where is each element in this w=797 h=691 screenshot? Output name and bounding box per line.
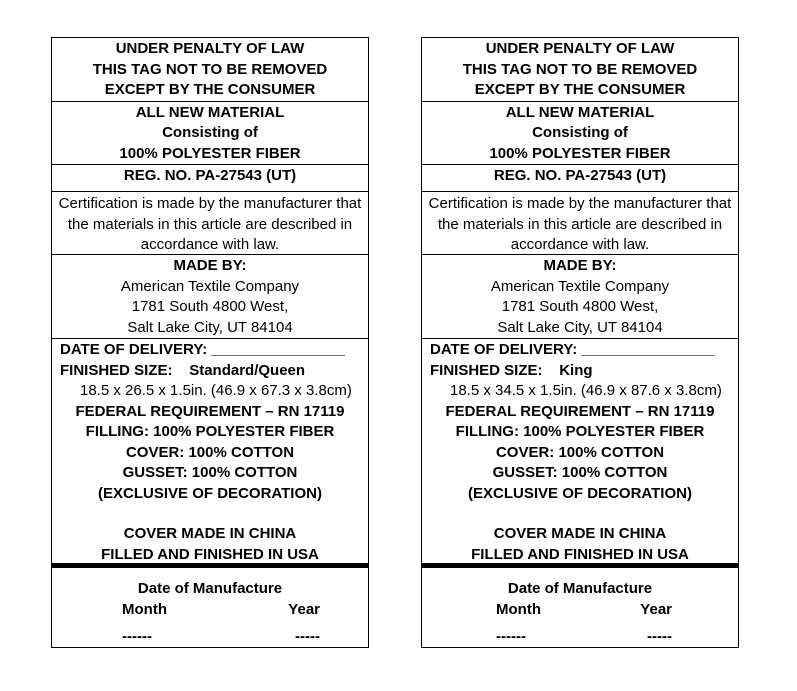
cover-content: COVER: 100% COTTON <box>125 443 295 461</box>
filling-content: FILLING: 100% POLYESTER FIBER <box>85 423 335 441</box>
material-line: Consisting of <box>532 124 628 141</box>
law-line: UNDER PENALTY OF LAW <box>485 40 675 57</box>
month-label: Month <box>496 601 541 619</box>
material-line: 100% POLYESTER FIBER <box>489 144 671 162</box>
federal-requirement: FEDERAL REQUIREMENT – RN 17119 <box>75 402 345 420</box>
material-line: 100% POLYESTER FIBER <box>119 144 301 162</box>
made-by-label: MADE BY: <box>543 257 617 275</box>
registration-section <box>52 165 368 192</box>
delivery-date-line: DATE OF DELIVERY: ________________ <box>60 341 345 359</box>
dimensions: 18.5 x 26.5 x 1.5in. (46.9 x 67.3 x 3.8cm) <box>80 382 352 400</box>
month-label: Month <box>122 601 167 619</box>
manufacture-date-section <box>52 568 368 647</box>
certification-section <box>52 192 368 255</box>
exclusive-note: (EXCLUSIVE OF DECORATION) <box>98 484 322 502</box>
filling-content: FILLING: 100% POLYESTER FIBER <box>455 423 705 441</box>
origin-cover: COVER MADE IN CHINA <box>123 525 297 543</box>
year-label: Year <box>288 601 320 619</box>
made-by-label: MADE BY: <box>173 257 247 275</box>
law-tag-standard-queen <box>51 37 369 648</box>
details-section <box>422 339 738 563</box>
certification-line: the materials in this article are described in <box>437 215 723 233</box>
registration-number: REG. NO. PA-27543 (UT) <box>493 167 667 184</box>
manufacturer-city: Salt Lake City, UT 84104 <box>497 318 663 336</box>
year-label: Year <box>640 601 672 619</box>
law-line: UNDER PENALTY OF LAW <box>115 40 305 57</box>
certification-line: accordance with law. <box>140 236 280 254</box>
law-warning-section <box>422 38 738 102</box>
certification-line: Certification is made by the manufacturer that <box>58 195 362 213</box>
made-by-section <box>422 255 738 339</box>
finished-size-label: FINISHED SIZE: <box>60 361 173 379</box>
gusset-content: GUSSET: 100% COTTON <box>122 464 298 482</box>
law-line: THIS TAG NOT TO BE REMOVED <box>462 60 698 78</box>
month-blank: ------ <box>122 628 152 646</box>
origin-filled: FILLED AND FINISHED IN USA <box>471 545 689 563</box>
law-warning-section <box>52 38 368 102</box>
manufacture-date-title: Date of Manufacture <box>137 580 283 598</box>
certification-line: Certification is made by the manufacturer that <box>428 195 732 213</box>
certification-section <box>422 192 738 255</box>
gusset-content: GUSSET: 100% COTTON <box>492 464 668 482</box>
certification-line: accordance with law. <box>510 236 650 254</box>
law-tag-king <box>421 37 739 648</box>
cover-content: COVER: 100% COTTON <box>495 443 665 461</box>
made-by-section <box>52 255 368 339</box>
delivery-date-line: DATE OF DELIVERY: ________________ <box>430 341 715 359</box>
finished-size-line <box>422 361 738 382</box>
month-blank: ------ <box>496 628 526 646</box>
manufacturer-name: American Textile Company <box>120 277 300 295</box>
details-section <box>52 339 368 563</box>
material-line: ALL NEW MATERIAL <box>135 103 285 121</box>
finished-size-value: Standard/Queen <box>189 361 306 379</box>
material-section <box>422 102 738 166</box>
manufacture-date-section <box>422 568 738 647</box>
manufacturer-name: American Textile Company <box>490 277 670 295</box>
manufacture-date-title: Date of Manufacture <box>507 580 653 598</box>
origin-cover: COVER MADE IN CHINA <box>493 525 667 543</box>
finished-size-line <box>52 361 368 382</box>
finished-size-label: FINISHED SIZE: <box>430 361 543 379</box>
federal-requirement: FEDERAL REQUIREMENT – RN 17119 <box>445 402 715 420</box>
material-section <box>52 102 368 166</box>
certification-line: the materials in this article are described in <box>67 215 353 233</box>
finished-size-value: King <box>559 361 593 379</box>
law-line: EXCEPT BY THE CONSUMER <box>104 81 316 98</box>
year-blank: ----- <box>295 628 320 646</box>
year-blank: ----- <box>647 628 672 646</box>
manufacturer-city: Salt Lake City, UT 84104 <box>127 318 293 336</box>
law-line: EXCEPT BY THE CONSUMER <box>474 81 686 98</box>
manufacturer-street: 1781 South 4800 West, <box>501 298 659 316</box>
dimensions: 18.5 x 34.5 x 1.5in. (46.9 x 87.6 x 3.8cm) <box>450 382 722 400</box>
origin-filled: FILLED AND FINISHED IN USA <box>101 545 319 563</box>
registration-section <box>422 165 738 192</box>
registration-number: REG. NO. PA-27543 (UT) <box>123 167 297 184</box>
manufacturer-street: 1781 South 4800 West, <box>131 298 289 316</box>
law-line: THIS TAG NOT TO BE REMOVED <box>92 60 328 78</box>
exclusive-note: (EXCLUSIVE OF DECORATION) <box>468 484 692 502</box>
material-line: ALL NEW MATERIAL <box>505 103 655 121</box>
material-line: Consisting of <box>162 124 258 141</box>
